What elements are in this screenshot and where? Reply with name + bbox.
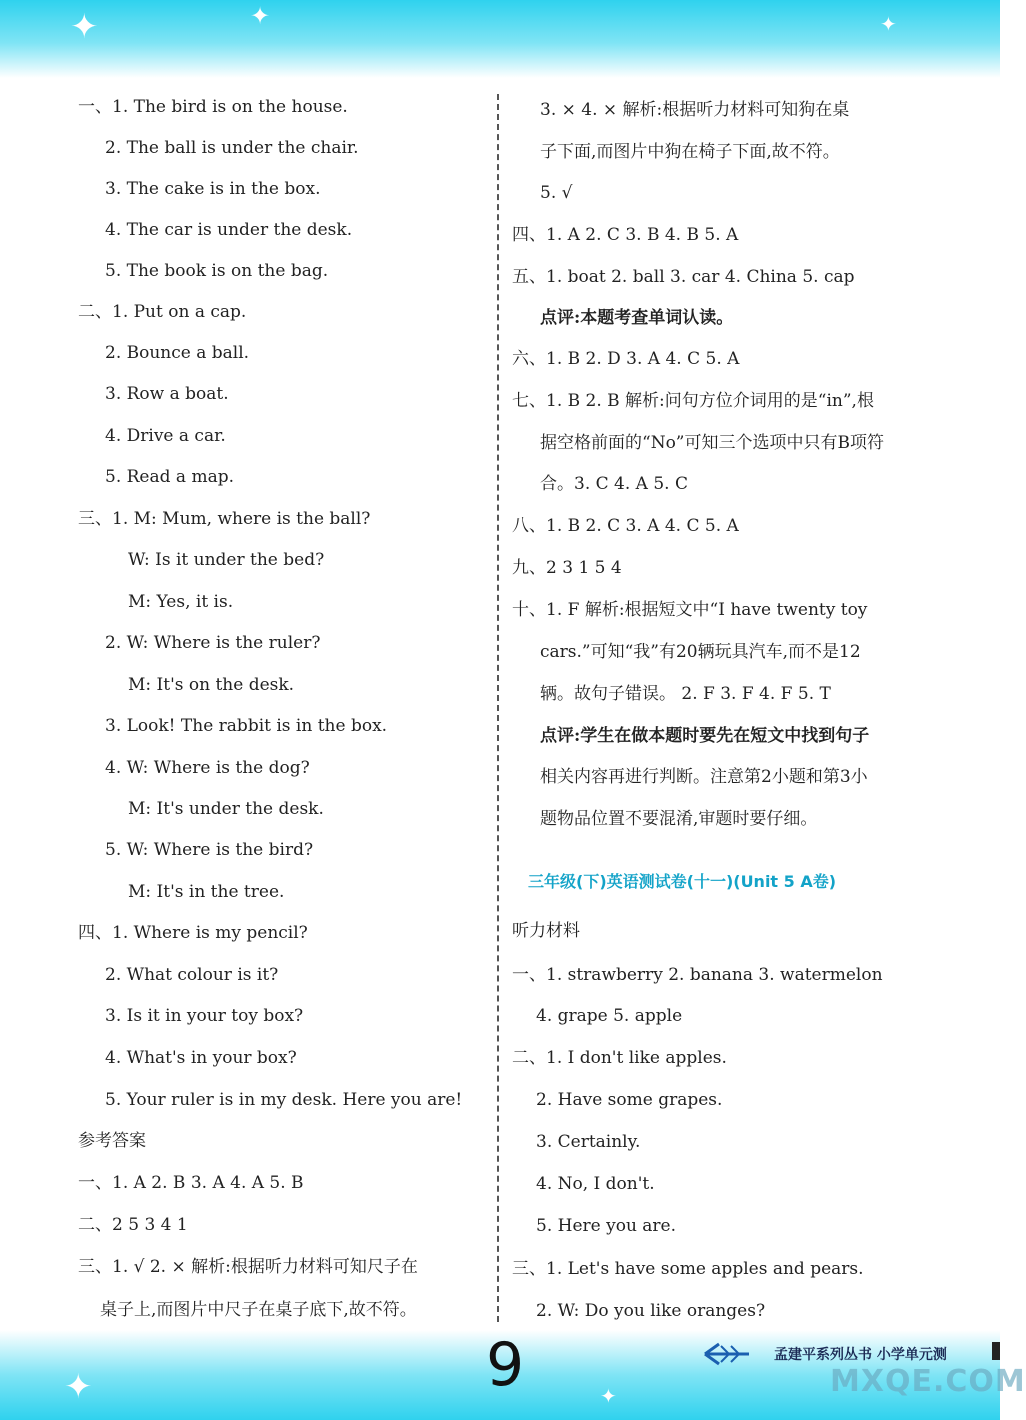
arrow-left-icon xyxy=(703,1340,751,1368)
answer-line: 4. Drive a car. xyxy=(105,426,226,446)
answer-line: 3. Look! The rabbit is in the box. xyxy=(105,716,388,736)
answer-key-heading: 参考答案 xyxy=(78,1131,146,1151)
sparkle-icon: ✦ xyxy=(70,7,99,47)
answer-line: M: Yes, it is. xyxy=(128,592,234,612)
answer-line: 4. W: Where is the dog? xyxy=(105,758,310,778)
edge-marker xyxy=(992,1342,1000,1360)
answer-line: 2. The ball is under the chair. xyxy=(105,138,359,158)
answer-line: 5. Here you are. xyxy=(536,1216,677,1236)
answer-line: 4. No, I don't. xyxy=(536,1174,655,1194)
answer-line: 5. W: Where is the bird? xyxy=(105,840,314,860)
answer-line: 2. W: Where is the ruler? xyxy=(105,633,321,653)
answer-line: 二、1. Put on a cap. xyxy=(78,302,247,322)
answer-line: M: It's in the tree. xyxy=(128,882,285,902)
sparkle-icon: ✦ xyxy=(250,2,271,30)
answer-line: 六、1. B 2. D 3. A 4. C 5. A xyxy=(512,349,740,369)
answer-line: 一、1. The bird is on the house. xyxy=(78,97,348,117)
answer-line: 5. The book is on the bag. xyxy=(105,261,329,281)
answer-line: 九、2 3 1 5 4 xyxy=(512,558,622,578)
column-divider xyxy=(497,94,499,1322)
answer-line: 辆。故句子错误。 2. F 3. F 4. F 5. T xyxy=(540,684,831,704)
comment-line: 题物品位置不要混淆,审题时要仔细。 xyxy=(540,809,818,829)
answer-line: 三、1. Let's have some apples and pears. xyxy=(512,1259,864,1279)
answer-line: 二、2 5 3 4 1 xyxy=(78,1215,188,1235)
answer-line: 据空格前面的“No”可知三个选项中只有B项符 xyxy=(540,433,884,453)
answer-line: 2. Have some grapes. xyxy=(536,1090,723,1110)
answer-line: 子下面,而图片中狗在椅子下面,故不符。 xyxy=(540,142,840,162)
page-number: 9 xyxy=(486,1330,525,1400)
answer-line: cars.”可知“我”有20辆玩具汽车,而不是12 xyxy=(540,642,861,662)
answer-line: 3. Is it in your toy box? xyxy=(105,1006,304,1026)
answer-line: 3. × 4. × 解析:根据听力材料可知狗在桌 xyxy=(540,100,850,120)
answer-line: 七、1. B 2. B 解析:问句方位介词用的是“in”,根 xyxy=(512,391,874,411)
answer-line: 桌子上,而图片中尺子在桌子底下,故不符。 xyxy=(100,1300,417,1320)
answer-line: 5. Your ruler is in my desk. Here you are! xyxy=(105,1090,463,1110)
answer-line: M: It's on the desk. xyxy=(128,675,295,695)
answer-line: 3. The cake is in the box. xyxy=(105,179,321,199)
answer-line: 5. Read a map. xyxy=(105,467,234,487)
answer-line: 4. What's in your box? xyxy=(105,1048,297,1068)
answer-line: 八、1. B 2. C 3. A 4. C 5. A xyxy=(512,516,739,536)
answer-line: 2. W: Do you like oranges? xyxy=(536,1301,766,1321)
comment-line: 点评:本题考查单词认读。 xyxy=(540,308,734,328)
answer-line: 一、1. strawberry 2. banana 3. watermelon xyxy=(512,965,883,985)
answer-line: 3. Certainly. xyxy=(536,1132,641,1152)
answer-line: 3. Row a boat. xyxy=(105,384,229,404)
answer-line: 三、1. M: Mum, where is the ball? xyxy=(78,509,371,529)
sparkle-icon: ✦ xyxy=(880,12,897,36)
answer-line: 4. grape 5. apple xyxy=(536,1006,683,1026)
top-decorative-band xyxy=(0,0,1000,78)
sparkle-icon: ✦ xyxy=(600,1384,617,1408)
section-title: 三年级(下)英语测试卷(十一)(Unit 5 A卷) xyxy=(528,872,837,891)
answer-line: 十、1. F 解析:根据短文中“I have twenty toy xyxy=(512,600,868,620)
comment-line: 相关内容再进行判断。注意第2小题和第3小 xyxy=(540,767,868,787)
answer-line: 2. What colour is it? xyxy=(105,965,279,985)
answer-line: 二、1. I don't like apples. xyxy=(512,1048,727,1068)
sparkle-icon: ✦ xyxy=(64,1367,93,1407)
answer-line: 五、1. boat 2. ball 3. car 4. China 5. cap xyxy=(512,267,855,287)
listening-heading: 听力材料 xyxy=(512,921,580,941)
answer-line: 5. √ xyxy=(540,183,573,203)
comment-line: 点评:学生在做本题时要先在短文中找到句子 xyxy=(540,726,870,746)
watermark: MXQE.COM xyxy=(830,1364,1026,1399)
answer-line: 2. Bounce a ball. xyxy=(105,343,250,363)
answer-line: 合。3. C 4. A 5. C xyxy=(540,474,688,494)
answer-line: 四、1. A 2. C 3. B 4. B 5. A xyxy=(512,225,739,245)
answer-line: 一、1. A 2. B 3. A 4. A 5. B xyxy=(78,1173,304,1193)
answer-line: 四、1. Where is my pencil? xyxy=(78,923,308,943)
answer-line: W: Is it under the bed? xyxy=(128,550,325,570)
answer-line: M: It's under the desk. xyxy=(128,799,324,819)
answer-line: 4. The car is under the desk. xyxy=(105,220,353,240)
answer-line: 三、1. √ 2. × 解析:根据听力材料可知尺子在 xyxy=(78,1257,418,1277)
series-brand: 孟建平系列丛书 小学单元测 xyxy=(774,1347,947,1363)
